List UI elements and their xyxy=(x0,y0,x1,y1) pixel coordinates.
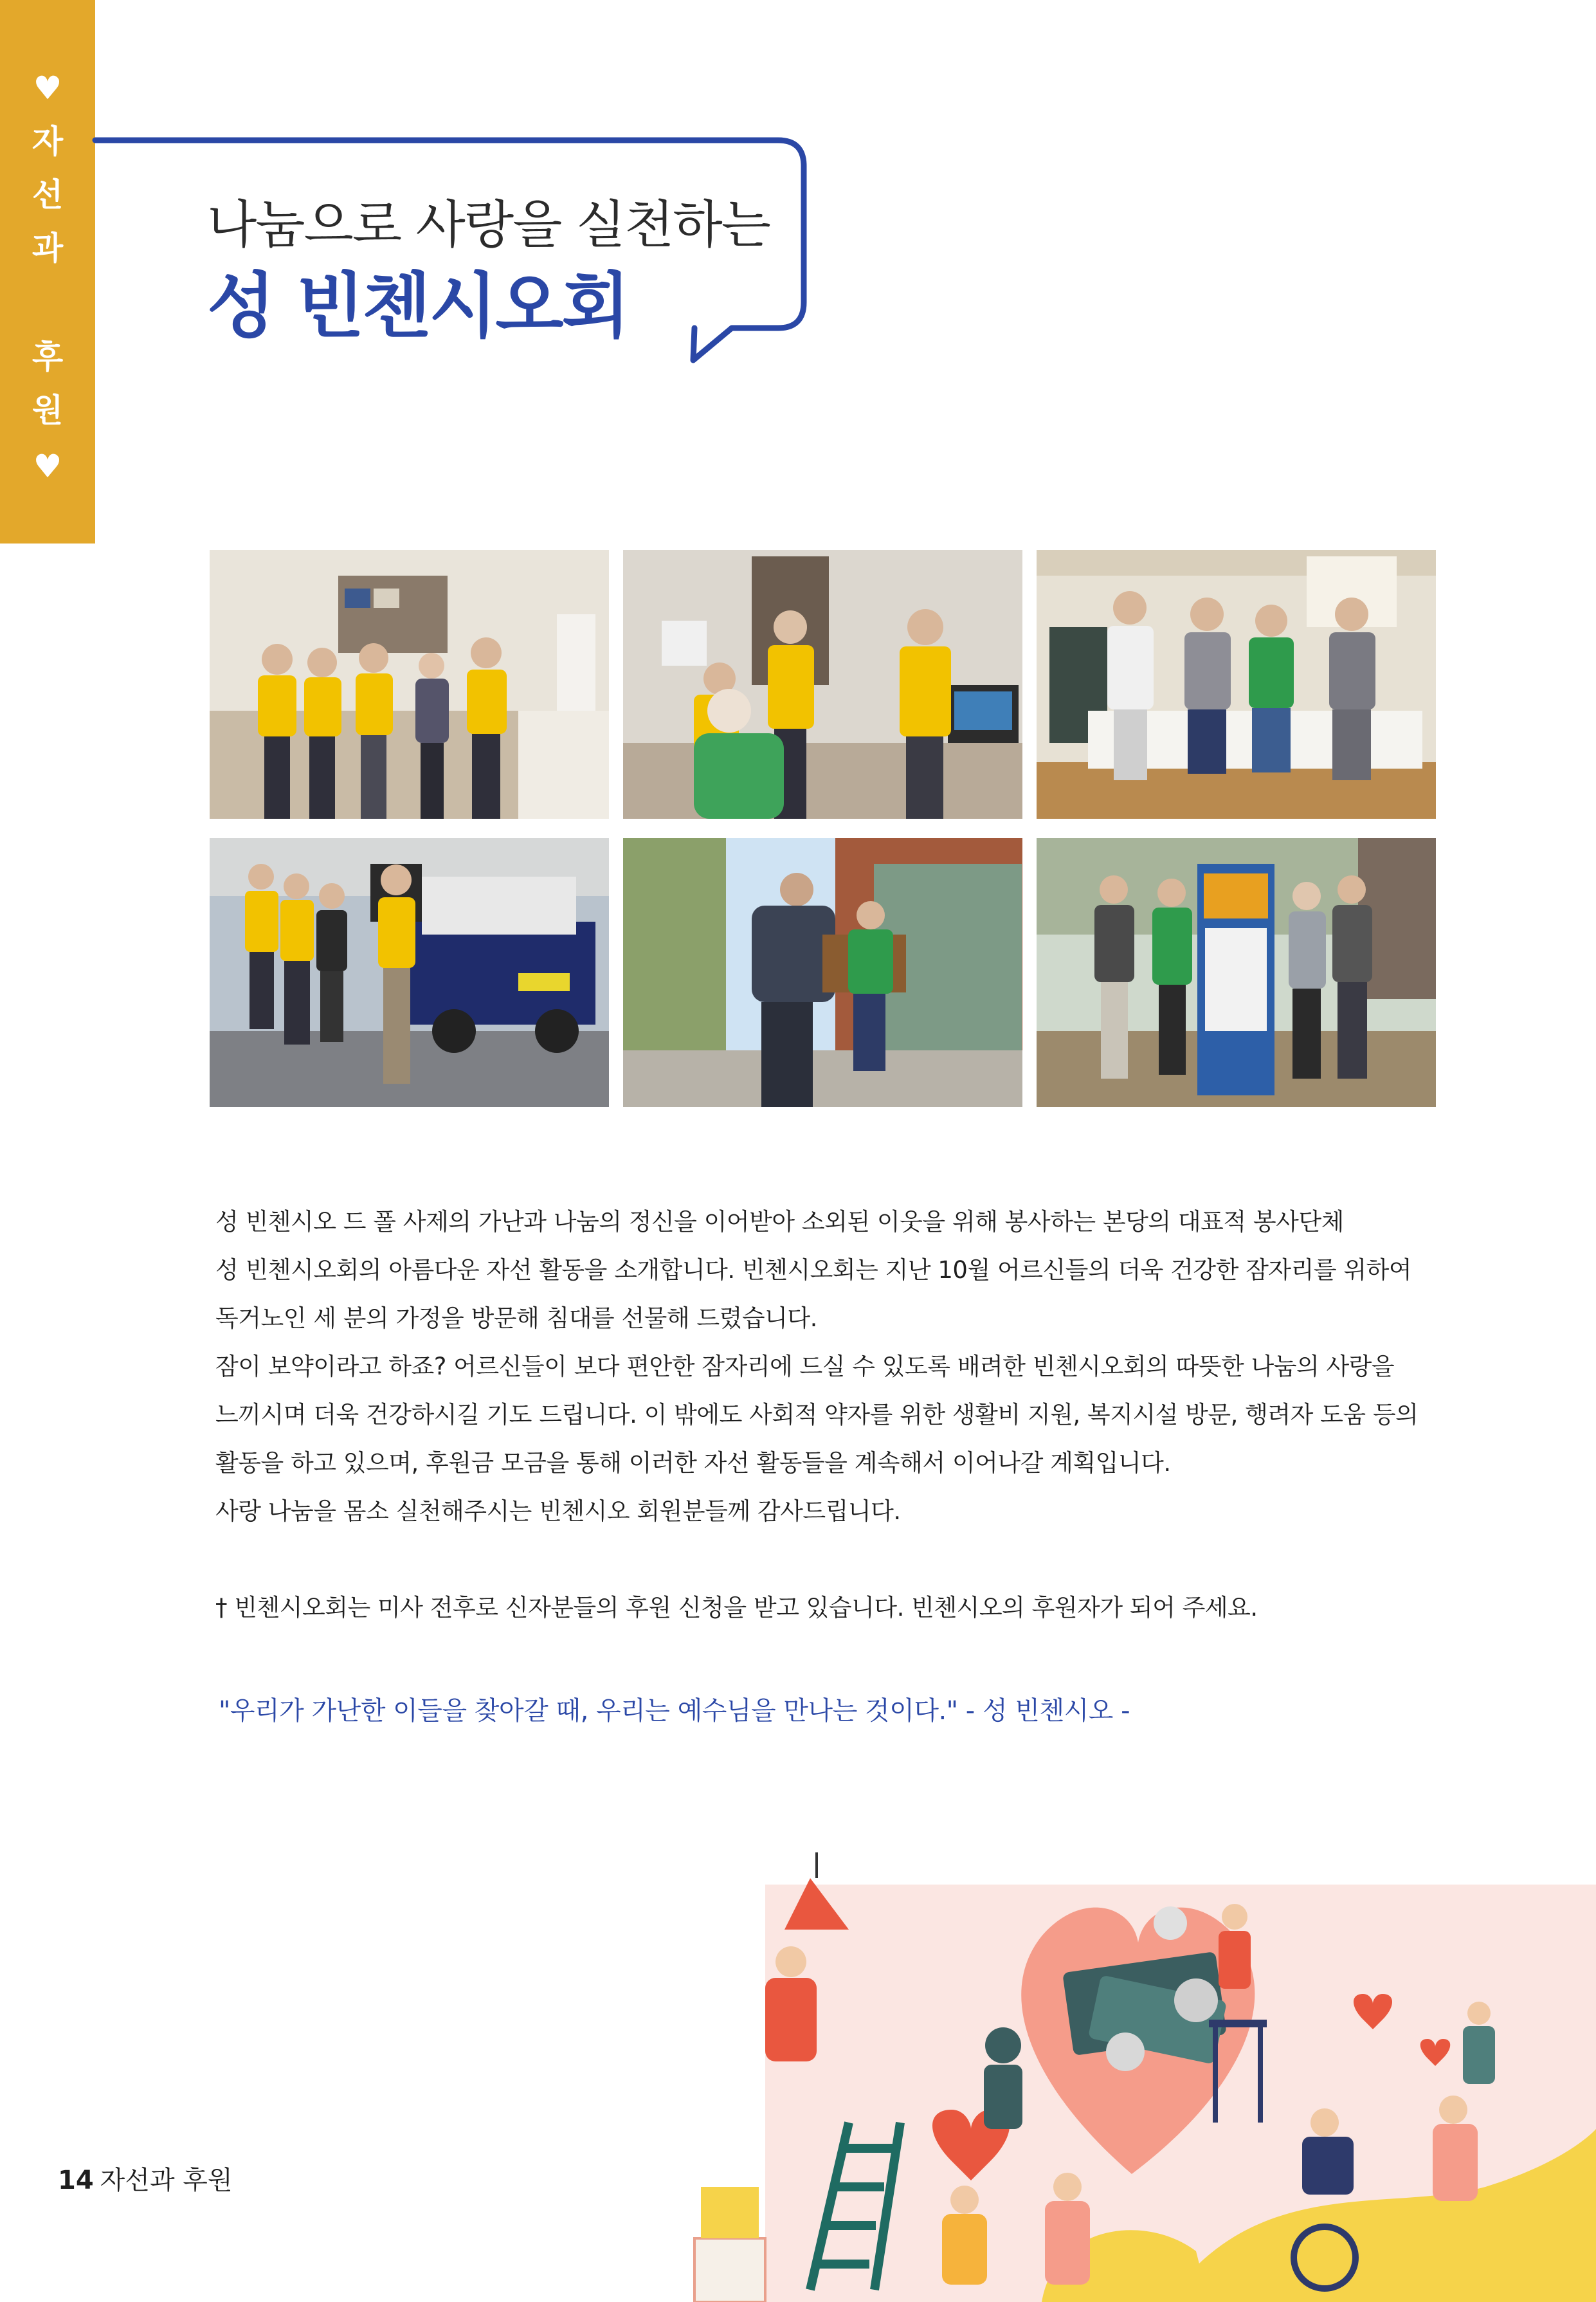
body-line: 성 빈첸시오 드 폴 사제의 가난과 나눔의 정신을 이어받아 소외된 이웃을 위해 봉사하는 본당의 대표적 봉사단체 xyxy=(215,1208,1344,1236)
page-title: 성 빈첸시오회 xyxy=(207,265,628,347)
body-line: 성 빈첸시오회의 아름다운 자선 활동을 소개합니다. 빈첸시오회는 지난 10월 어르신들의 더욱 건강한 잠자리를 위하여 xyxy=(215,1256,1412,1284)
section-tab-char: 과 xyxy=(32,230,64,267)
photo-5 xyxy=(623,838,1022,1107)
photo-1 xyxy=(210,550,609,819)
donation-note: † 빈첸시오회는 미사 전후로 신자분들의 후원 신청을 받고 있습니다. 빈첸시오의 후원자가 되어 주세요. xyxy=(215,1594,1258,1621)
section-tab-char: 원 xyxy=(32,392,64,429)
page-subtitle: 나눔으로 사랑을 실천하는 xyxy=(207,195,770,255)
heart-icon: ♥ xyxy=(33,448,62,485)
photo-4 xyxy=(210,838,609,1107)
section-tab-char: 후 xyxy=(32,338,64,376)
photo-3 xyxy=(1037,550,1436,819)
article-body xyxy=(215,1198,1495,1632)
body-line: 사랑 나눔을 몸소 실천해주시는 빈첸시오 회원분들께 감사드립니다. xyxy=(215,1497,901,1525)
charity-illustration xyxy=(682,1852,1596,2302)
body-line: 독거노인 세 분의 가정을 방문해 침대를 선물해 드렸습니다. xyxy=(215,1304,817,1332)
footer-section: 자선과 후원 xyxy=(100,2166,233,2195)
photo-2 xyxy=(623,550,1022,819)
body-line: 느끼시며 더욱 건강하시길 기도 드립니다. 이 밖에도 사회적 약자를 위한 생활비 지원, 복지시설 방문, 행려자 도움 등의 xyxy=(215,1401,1419,1429)
page-number: 14 xyxy=(58,2166,94,2195)
page-footer xyxy=(58,2160,233,2197)
saint-quote: "우리가 가난한 이들을 찾아갈 때, 우리는 예수님을 만나는 것이다." - 성 빈첸시오 - xyxy=(219,1696,1130,1726)
section-tab-char: 자 xyxy=(32,123,64,160)
body-line: 잠이 보약이라고 하죠? 어르신들이 보다 편안한 잠자리에 드실 수 있도록 배려한 빈첸시오회의 따뜻한 나눔의 사랑을 xyxy=(215,1353,1395,1380)
heart-icon: ♥ xyxy=(33,69,62,107)
section-tab-char: 선 xyxy=(32,176,64,214)
photo-6 xyxy=(1037,838,1436,1107)
body-line: 활동을 하고 있으며, 후원금 모금을 통해 이러한 자선 활동들을 계속해서 이어나갈 계획입니다. xyxy=(215,1449,1171,1477)
